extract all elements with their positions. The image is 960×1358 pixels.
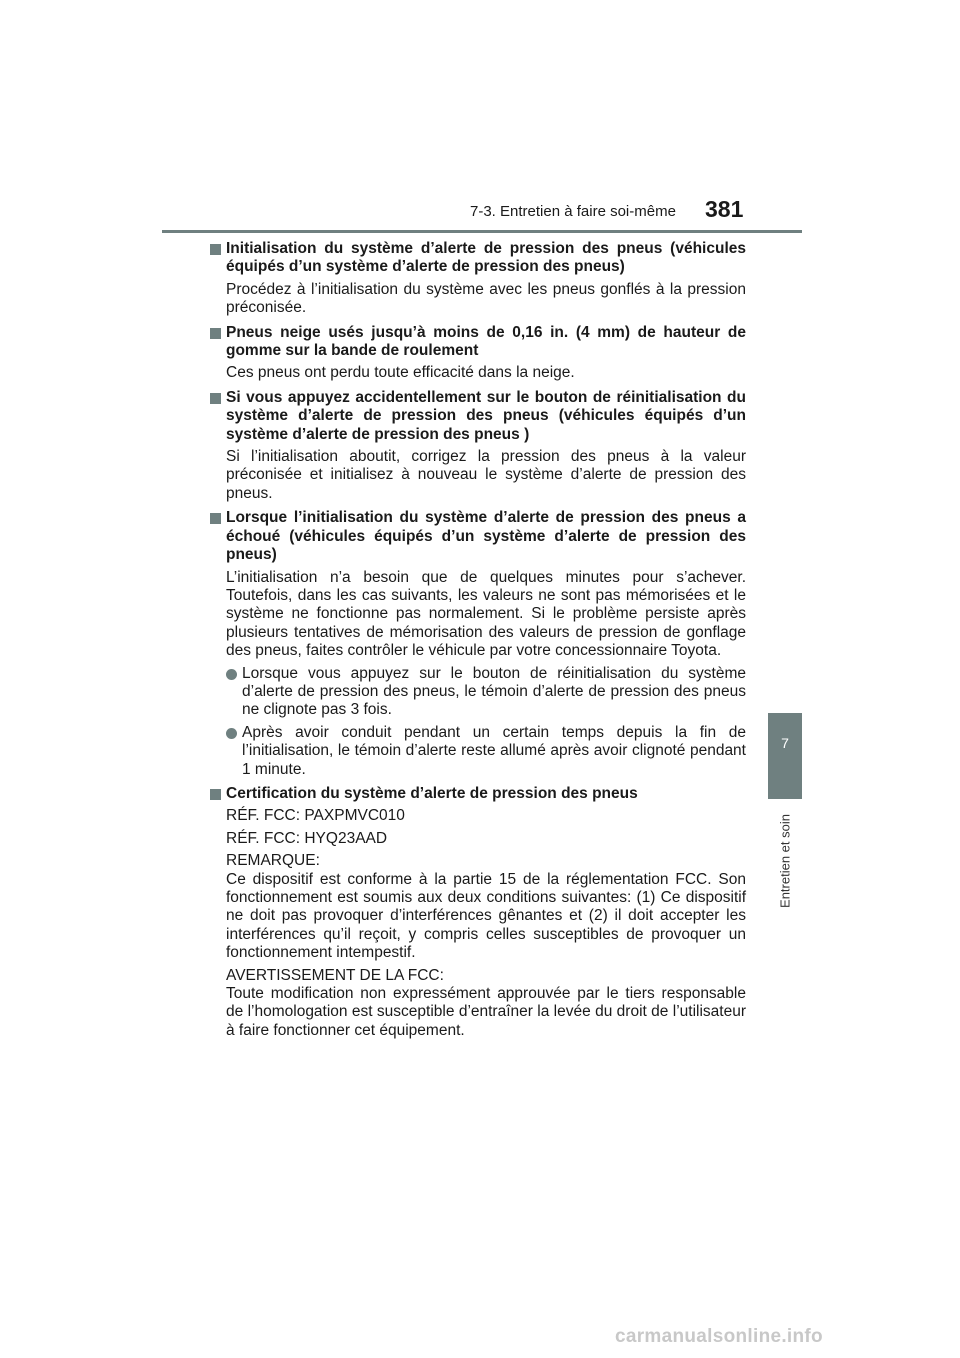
square-bullet-icon [210, 513, 221, 524]
chapter-label-text: Entretien et soin [777, 814, 793, 908]
header-rule [162, 230, 802, 233]
list-item-text: Lorsque vous appuyez sur le bouton de réinitialisation du système d’alerte de pression des pneus, le témoin d’alerte de pression des pneus ne clignote pas 3 fois. [242, 664, 746, 719]
section-body: Si l’initialisation aboutit, corrigez la pression des pneus à la valeur préconisée et initialisez à nouveau le système d’alerte de pression des pneus. [226, 448, 746, 502]
list-item-text: Après avoir conduit pendant un certain temps depuis la fin de l’initialisation, le témoin d’alerte reste allumé après avoir clignoté pendant 1 minute. [242, 723, 746, 778]
section-certification [210, 785, 746, 1040]
header-title: 7-3. Entretien à faire soi-même [470, 203, 676, 220]
section-body: Procédez à l’initialisation du système avec les pneus gonflés à la pression préconisée. [226, 280, 746, 317]
section-title: Certification du système d’alerte de pression des pneus [226, 784, 638, 802]
section-tpms-initialization [210, 240, 746, 318]
fcc-id-1: RÉF. FCC: PAXPMVC010 [226, 807, 405, 825]
square-bullet-icon [210, 244, 221, 255]
round-bullet-icon [226, 728, 237, 739]
square-bullet-icon [210, 789, 221, 800]
section-accidental-reset [210, 389, 746, 503]
page-number: 381 [705, 196, 744, 222]
note-body: Ce dispositif est conforme à la partie 15 de la réglementation FCC. Son fonctionnement est soumis aux deux conditions suivantes: (1) Ce dispositif ne doit pas provoquer d’interférences gênantes et (2) il doit accepter les interférences qu’il reçoit, y compris celles susceptibles de provoquer un fonctionnement intempestif. [226, 870, 746, 962]
section-snow-tires [210, 324, 746, 383]
section-body: L’initialisation n’a besoin que de quelques minutes pour s’achever. Toutefois, dans les cas suivants, les valeurs ne sont pas mémorisées et le système ne fonctionne pas normalement. Si le problème persiste après plusieurs tentatives de mémorisation des valeurs de pression de gonflage des pneus, faites contrôler le véhicule par votre concessionnaire Toyota. [226, 568, 746, 660]
square-bullet-icon [210, 393, 221, 404]
section-initialization-failed [210, 509, 746, 779]
warning-block [226, 967, 746, 1041]
fcc-id-2: RÉF. FCC: HYQ23AAD [226, 829, 388, 847]
section-title: Pneus neige usés jusqu’à moins de 0,16 in. (4 mm) de hauteur de gomme sur la bande de roulement [226, 323, 746, 360]
section-title: Initialisation du système d’alerte de pression des pneus (véhicules équipés d’un système d’alerte de pression des pneus) [226, 240, 746, 276]
list-item [226, 724, 746, 779]
warning-body: Toute modification non expressément approuvée par le tiers responsable de l’homologation est susceptible d’entraîner la levée du droit de l’utilisateur à faire fonctionner cet équipement. [226, 985, 746, 1039]
note-block [226, 852, 746, 962]
main-content [210, 240, 746, 1046]
square-bullet-icon [210, 328, 221, 339]
section-title: Si vous appuyez accidentellement sur le bouton de réinitialisation du système d’alerte de pression des pneus (véhicules équipés d’un système d’alerte de pression des pneus ) [226, 388, 746, 443]
warning-label: AVERTISSEMENT DE LA FCC: [226, 966, 444, 984]
section-title: Lorsque l’initialisation du système d’alerte de pression des pneus a échoué (véhicules équipés d’un système d’alerte de pression des pneus) [226, 509, 746, 564]
chapter-tab: 7 [768, 713, 802, 799]
section-body: Ces pneus ont perdu toute efficacité dans la neige. [226, 364, 575, 382]
note-label: REMARQUE: [226, 852, 320, 870]
watermark-text: carmanualsonline.info [615, 1326, 823, 1347]
chapter-label [768, 806, 802, 916]
round-bullet-icon [226, 669, 237, 680]
list-item [226, 665, 746, 720]
